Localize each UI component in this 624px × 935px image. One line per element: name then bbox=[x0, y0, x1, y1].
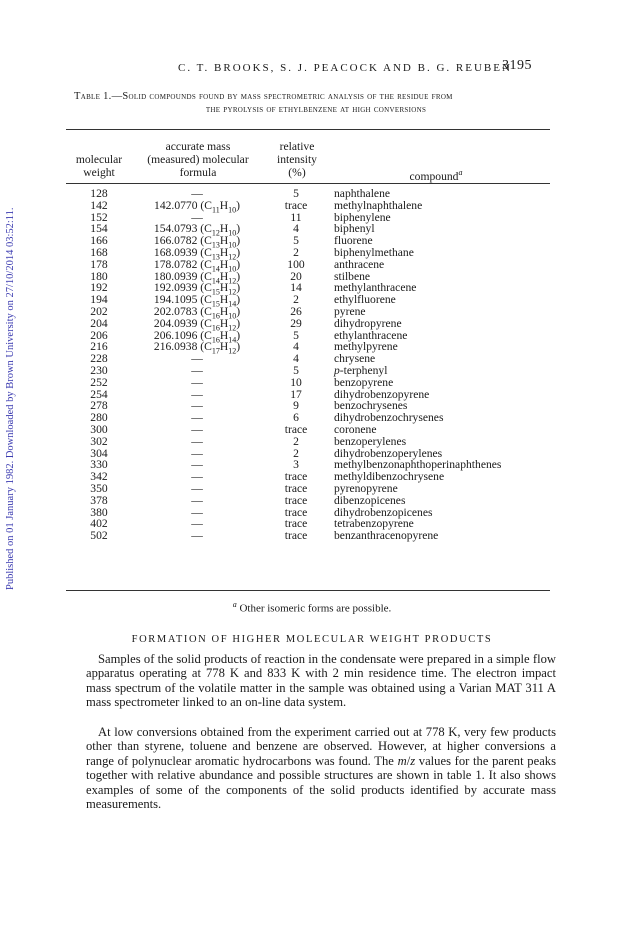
table-row bbox=[66, 530, 550, 542]
cell-molecular-weight: 350 bbox=[90, 481, 108, 495]
cell-compound: dihydropyrene bbox=[334, 316, 402, 330]
cell-molecular-weight: 166 bbox=[90, 234, 108, 248]
cell-compound: pyrene bbox=[334, 304, 366, 318]
cell-compound: biphenylene bbox=[334, 210, 391, 224]
cell-molecular-weight: 168 bbox=[90, 245, 108, 259]
section-heading: FORMATION OF HIGHER MOLECULAR WEIGHT PRODUCTS bbox=[131, 634, 493, 645]
cell-molecular-weight: 178 bbox=[90, 257, 108, 271]
cell-accurate-mass: — bbox=[191, 446, 203, 460]
caption-line-2: the pyrolysis of ethylbenzene at high conversions bbox=[205, 104, 427, 115]
cell-compound: benzanthracenopyrene bbox=[334, 529, 439, 543]
table-row bbox=[66, 304, 550, 321]
cell-relative-intensity: 100 bbox=[287, 257, 305, 271]
table-row bbox=[66, 412, 550, 424]
cell-compound: coronene bbox=[334, 422, 377, 436]
cell-compound: benzoperylenes bbox=[334, 434, 407, 448]
cell-molecular-weight: 304 bbox=[90, 446, 108, 460]
cell-compound: dihydrobenzopyrene bbox=[334, 387, 430, 401]
cell-relative-intensity: 4 bbox=[293, 340, 299, 354]
cell-relative-intensity: 10 bbox=[290, 375, 302, 389]
cell-compound: dihydrobenzochrysenes bbox=[334, 411, 444, 425]
cell-accurate-mass: — bbox=[191, 422, 203, 436]
table-row bbox=[66, 495, 550, 507]
table-caption bbox=[74, 90, 558, 116]
cell-accurate-mass: 194.1095 $(C_{15}H_{14})$ bbox=[153, 293, 241, 309]
cell-relative-intensity: 29 bbox=[290, 316, 302, 330]
cell-accurate-mass: — bbox=[191, 434, 203, 448]
cell-compound: methylanthracene bbox=[334, 281, 417, 295]
cell-molecular-weight: 216 bbox=[90, 340, 108, 354]
cell-compound: methyldibenzochrysene bbox=[334, 470, 445, 484]
cell-compound: stilbene bbox=[334, 269, 371, 283]
cell-relative-intensity: trace bbox=[284, 481, 308, 495]
table-row bbox=[66, 483, 550, 495]
cell-relative-intensity: trace bbox=[284, 529, 308, 543]
table-header bbox=[66, 140, 550, 183]
cell-accurate-mass: — bbox=[191, 493, 203, 507]
cell-compound: naphthalene bbox=[334, 187, 391, 200]
cell-accurate-mass: 180.0939 $(C_{14}H_{12})$ bbox=[153, 269, 241, 285]
cell-compound: ethylfluorene bbox=[334, 293, 396, 307]
header-accurate-mass: accurate mass (measured) molecular formula bbox=[147, 140, 249, 179]
cell-accurate-mass: — bbox=[191, 363, 203, 377]
cell-molecular-weight: 206 bbox=[90, 328, 108, 342]
cell-relative-intensity: trace bbox=[284, 493, 308, 507]
table-row bbox=[66, 353, 550, 365]
cell-accurate-mass: 192.0939 $(C_{15}H_{12})$ bbox=[153, 281, 241, 297]
cell-molecular-weight: 254 bbox=[90, 387, 108, 401]
cell-accurate-mass: 166.0782 $(C_{13}H_{10})$ bbox=[153, 234, 241, 250]
cell-accurate-mass: 178.0782 $(C_{14}H_{10})$ bbox=[153, 257, 241, 274]
cell-compound: methylbenzonaphthoperinaphthenes bbox=[334, 458, 502, 472]
cell-molecular-weight: 380 bbox=[90, 505, 108, 519]
cell-compound: dihydrobenzopicenes bbox=[334, 505, 433, 519]
cell-molecular-weight: 194 bbox=[90, 293, 108, 307]
cell-molecular-weight: 330 bbox=[90, 458, 108, 472]
cell-relative-intensity: 5 bbox=[293, 187, 299, 200]
cell-relative-intensity: trace bbox=[284, 505, 308, 519]
cell-compound: anthracene bbox=[334, 257, 385, 271]
table-row bbox=[66, 330, 550, 342]
cell-molecular-weight: 342 bbox=[90, 470, 108, 484]
paragraph-2: At low conversions obtained from the experiment carried out at 778 K, very few products other than styrene, toluene and benzene are observed. However, at higher conversions a range of polynuclear aromatic hydrocarbons was found. The m/z values for the parent peaks together with relative abundance and possible structures are shown in table 1. It also shows examples of some of the components of the solid products identified by accurate mass measurements. bbox=[86, 725, 556, 812]
cell-accurate-mass: — bbox=[191, 187, 203, 200]
cell-relative-intensity: 11 bbox=[290, 210, 302, 224]
cell-compound: benzochrysenes bbox=[334, 399, 408, 413]
cell-relative-intensity: 3 bbox=[293, 458, 299, 472]
cell-compound: ethylanthracene bbox=[334, 328, 408, 342]
table-row bbox=[66, 424, 550, 436]
page-number: 3195 bbox=[502, 58, 532, 73]
cell-compound: biphenyl bbox=[334, 222, 375, 236]
cell-molecular-weight: 278 bbox=[90, 399, 108, 413]
cell-relative-intensity: 17 bbox=[290, 387, 302, 401]
cell-relative-intensity: 4 bbox=[293, 352, 299, 366]
cell-accurate-mass: — bbox=[191, 481, 203, 495]
cell-accurate-mass: — bbox=[191, 458, 203, 472]
cell-compound: dibenzopicenes bbox=[334, 493, 406, 507]
cell-accurate-mass: 216.0938 $(C_{17}H_{12})$ bbox=[153, 340, 241, 356]
cell-relative-intensity: 4 bbox=[293, 222, 299, 236]
cell-compound: methylnaphthalene bbox=[334, 198, 423, 212]
cell-accurate-mass: 154.0793 $(C_{12}H_{10})$ bbox=[153, 222, 241, 238]
cell-molecular-weight: 402 bbox=[90, 517, 108, 531]
header-compound: compound$^a$ bbox=[409, 168, 463, 183]
cell-compound: biphenylmethane bbox=[334, 245, 414, 259]
table-row bbox=[66, 459, 550, 471]
cell-accurate-mass: — bbox=[191, 399, 203, 413]
cell-molecular-weight: 378 bbox=[90, 493, 108, 507]
table-body bbox=[66, 188, 550, 542]
cell-relative-intensity: 9 bbox=[293, 399, 299, 413]
table-row bbox=[66, 245, 550, 262]
cell-relative-intensity: 2 bbox=[293, 245, 299, 259]
cell-accurate-mass: 142.0770 $(C_{11}H_{10})$ bbox=[154, 198, 240, 215]
table-row bbox=[66, 198, 550, 215]
table-bottom-rule bbox=[66, 590, 550, 591]
table-row bbox=[66, 518, 550, 530]
cell-compound: tetrabenzopyrene bbox=[334, 517, 414, 531]
table-row bbox=[66, 271, 550, 283]
cell-accurate-mass: — bbox=[191, 387, 203, 401]
cell-molecular-weight: 252 bbox=[90, 375, 108, 389]
cell-accurate-mass: — bbox=[191, 411, 203, 425]
table-row bbox=[66, 389, 550, 401]
cell-molecular-weight: 128 bbox=[90, 187, 108, 200]
table-row bbox=[66, 316, 550, 333]
cell-molecular-weight: 280 bbox=[90, 411, 108, 425]
cell-accurate-mass: 168.0939 $(C_{13}H_{12})$ bbox=[153, 245, 241, 262]
table-row bbox=[66, 400, 550, 412]
table-row bbox=[66, 188, 550, 200]
cell-relative-intensity: 14 bbox=[290, 281, 302, 295]
caption-line-1: —Solid compounds found by mass spectrometric analysis of the residue from bbox=[111, 91, 453, 102]
cell-molecular-weight: 192 bbox=[90, 281, 108, 295]
cell-molecular-weight: 502 bbox=[90, 529, 108, 543]
cell-molecular-weight: 202 bbox=[90, 304, 108, 318]
download-watermark-text: Published on 01 January 1982. Downloaded by Brown University on 27/10/2014 03:52:11. bbox=[5, 207, 16, 590]
cell-compound: methylpyrene bbox=[334, 340, 398, 354]
cell-relative-intensity: 6 bbox=[293, 411, 299, 425]
cell-molecular-weight: 300 bbox=[90, 422, 108, 436]
cell-molecular-weight: 152 bbox=[90, 210, 108, 224]
cell-compound: fluorene bbox=[334, 234, 373, 248]
cell-molecular-weight: 228 bbox=[90, 352, 108, 366]
table-top-rule bbox=[66, 129, 550, 130]
table-row bbox=[66, 281, 550, 297]
cell-relative-intensity: 20 bbox=[290, 269, 302, 283]
cell-accurate-mass: 204.0939 $(C_{16}H_{12})$ bbox=[153, 316, 241, 333]
cell-accurate-mass: — bbox=[191, 505, 203, 519]
cell-compound: benzopyrene bbox=[334, 375, 394, 389]
cell-relative-intensity: trace bbox=[284, 517, 308, 531]
table-row bbox=[66, 507, 550, 519]
header-molecular-weight: molecular weight bbox=[75, 153, 123, 179]
table-row bbox=[66, 222, 550, 238]
cell-relative-intensity: trace bbox=[284, 470, 308, 484]
table-footnote: $^a$ Other isomeric forms are possible. bbox=[232, 600, 392, 615]
table-row bbox=[66, 340, 550, 356]
paragraph-1: Samples of the solid products of reaction in the condensate were prepared in a simple flow apparatus operating at 778 K and 833 K with 2 min residence time. The electron impact mass spectrum of the volatile matter in the sample was obtained using a Varian MAT 311 A mass spectrometer linked to an on-line data system. bbox=[86, 652, 556, 710]
cell-molecular-weight: 154 bbox=[90, 222, 108, 236]
cell-molecular-weight: 142 bbox=[90, 198, 108, 212]
table-row bbox=[66, 436, 550, 448]
table-header-rule bbox=[66, 183, 550, 184]
table-row bbox=[66, 471, 550, 483]
cell-accurate-mass: — bbox=[191, 470, 203, 484]
table-row bbox=[66, 234, 550, 250]
cell-relative-intensity: trace bbox=[284, 422, 308, 436]
cell-accurate-mass: — bbox=[191, 352, 203, 366]
table-row bbox=[66, 293, 550, 309]
cell-accurate-mass: — bbox=[191, 375, 203, 389]
cell-accurate-mass: — bbox=[191, 210, 203, 224]
running-head: C. T. BROOKS, S. J. PEACOCK AND B. G. REUBEN bbox=[178, 62, 512, 74]
cell-relative-intensity: 5 bbox=[293, 234, 299, 248]
cell-relative-intensity: 2 bbox=[293, 293, 299, 307]
header-relative-intensity: relative intensity (%) bbox=[277, 140, 317, 179]
download-watermark bbox=[4, 160, 18, 600]
table-label: Table 1. bbox=[74, 91, 112, 102]
cell-compound: chrysene bbox=[334, 352, 376, 366]
cell-molecular-weight: 302 bbox=[90, 434, 108, 448]
cell-molecular-weight: 180 bbox=[90, 269, 108, 283]
cell-accurate-mass: 202.0783 $(C_{16}H_{10})$ bbox=[153, 304, 241, 321]
cell-molecular-weight: 204 bbox=[90, 316, 108, 330]
cell-molecular-weight: 230 bbox=[90, 363, 108, 377]
table-row bbox=[66, 257, 550, 274]
table-row bbox=[66, 377, 550, 389]
cell-relative-intensity: 2 bbox=[293, 446, 299, 460]
cell-accurate-mass: 206.1096 $(C_{16}H_{14})$ bbox=[153, 328, 241, 344]
cell-relative-intensity: 26 bbox=[290, 304, 302, 318]
cell-relative-intensity: 5 bbox=[293, 328, 299, 342]
table-row bbox=[66, 365, 550, 377]
cell-compound: dihydrobenzoperylenes bbox=[334, 446, 443, 460]
cell-relative-intensity: 5 bbox=[293, 363, 299, 377]
cell-accurate-mass: — bbox=[191, 529, 203, 543]
cell-compound: pyrenopyrene bbox=[334, 481, 398, 495]
cell-compound: p-terphenyl bbox=[334, 363, 388, 377]
cell-relative-intensity: trace bbox=[284, 198, 308, 212]
cell-relative-intensity: 2 bbox=[293, 434, 299, 448]
cell-accurate-mass: — bbox=[191, 517, 203, 531]
table-row bbox=[66, 212, 550, 224]
